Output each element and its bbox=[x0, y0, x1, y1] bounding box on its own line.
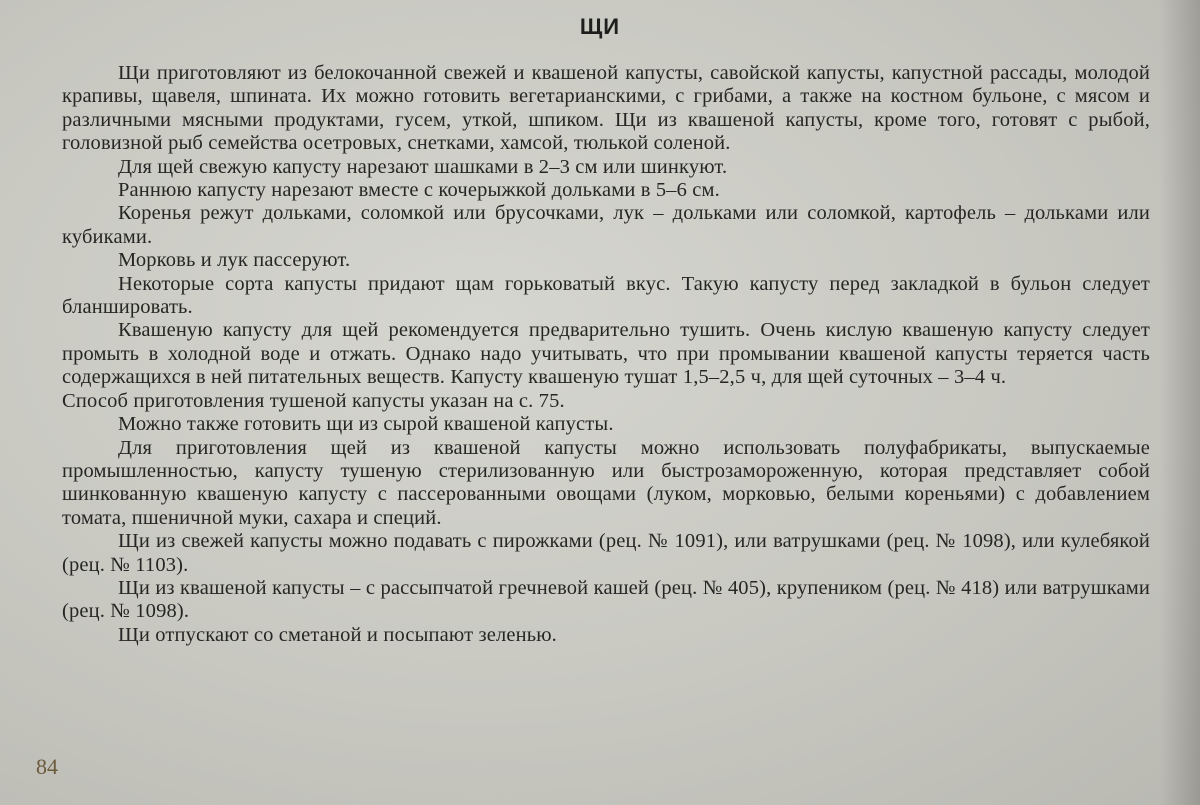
paragraph-carrot-onion: Морковь и лук пассеруют. bbox=[118, 249, 351, 272]
page-title: ЩИ bbox=[579, 14, 621, 39]
body-text bbox=[62, 62, 1150, 647]
paragraph-sauerkraut: Квашеную капусту для щей рекомендуется предварительно тушить. Очень кислую квашеную капусту следует промыть в холодной воде и отжать. Однако надо учитывать, что при промывании квашеной капусты теряется часть содержащихся в ней питательных веществ. Капусту квашеную тушат 1,5–2,5 ч, для щей суточных – 3–4 ч. bbox=[62, 319, 1150, 389]
paragraph-blanching: Некоторые сорта капусты придают щам горьковатый вкус. Такую капусту перед закладкой в бульон следует бланшировать. bbox=[62, 272, 1150, 319]
paragraph-stewed-reference: Способ приготовления тушеной капусты указан на с. 75. bbox=[62, 389, 565, 412]
paragraph-intro: Щи приготовляют из белокочанной свежей и квашеной капусты, савойской капусты, капустной рассады, молодой крапивы, щавеля, шпината. Их можно готовить вегетарианскими, с грибами, а также на костном бульоне, с мясом и различными мясными продуктами, гусем, уткой, шпиком. Щи из квашеной капусты, кроме того, готовят с рыбой, головизной рыб семейства осетровых, снетками, хамсой, тюлькой соленой. bbox=[62, 62, 1150, 155]
paragraph-roots: Коренья режут дольками, соломкой или брусочками, лук – дольками или соломкой, картофель – дольками или кубиками. bbox=[62, 202, 1150, 248]
paragraph-fresh-cabbage: Для щей свежую капусту нарезают шашками в 2–3 см или шинкуют. bbox=[118, 155, 728, 178]
page-edge-shadow bbox=[1160, 0, 1200, 805]
paragraph-semi-products: Для приготовления щей из квашеной капусты можно использовать полуфабрикаты, выпускаемые промышленностью, капусту тушеную стерилизованную или быстрозамороженную, которая представляет собой шинкованную квашеную капусту с пассерованными овощами (луком, морковью, белыми кореньями) с добавлением томата, пшеничной муки, сахара и специй. bbox=[62, 436, 1150, 529]
paragraph-serving-sauerkraut: Щи из квашеной капусты – с рассыпчатой гречневой кашей (рец. № 405), крупеником (рец. № 418) или ватрушками (рец. № 1098). bbox=[62, 576, 1150, 623]
paragraph-raw-sauerkraut: Можно также готовить щи из сырой квашеной капусты. bbox=[118, 413, 614, 436]
page-number: 84 bbox=[36, 754, 58, 779]
paragraph-serving-final: Щи отпускают со сметаной и посыпают зеленью. bbox=[118, 623, 557, 646]
paragraph-serving-fresh: Щи из свежей капусты можно подавать с пирожками (рец. № 1091), или ватрушками (рец. № 1098), или кулебякой (рец. № 1103). bbox=[62, 530, 1150, 576]
paragraph-early-cabbage: Раннюю капусту нарезают вместе с кочерыжкой дольками в 5–6 см. bbox=[118, 179, 720, 202]
